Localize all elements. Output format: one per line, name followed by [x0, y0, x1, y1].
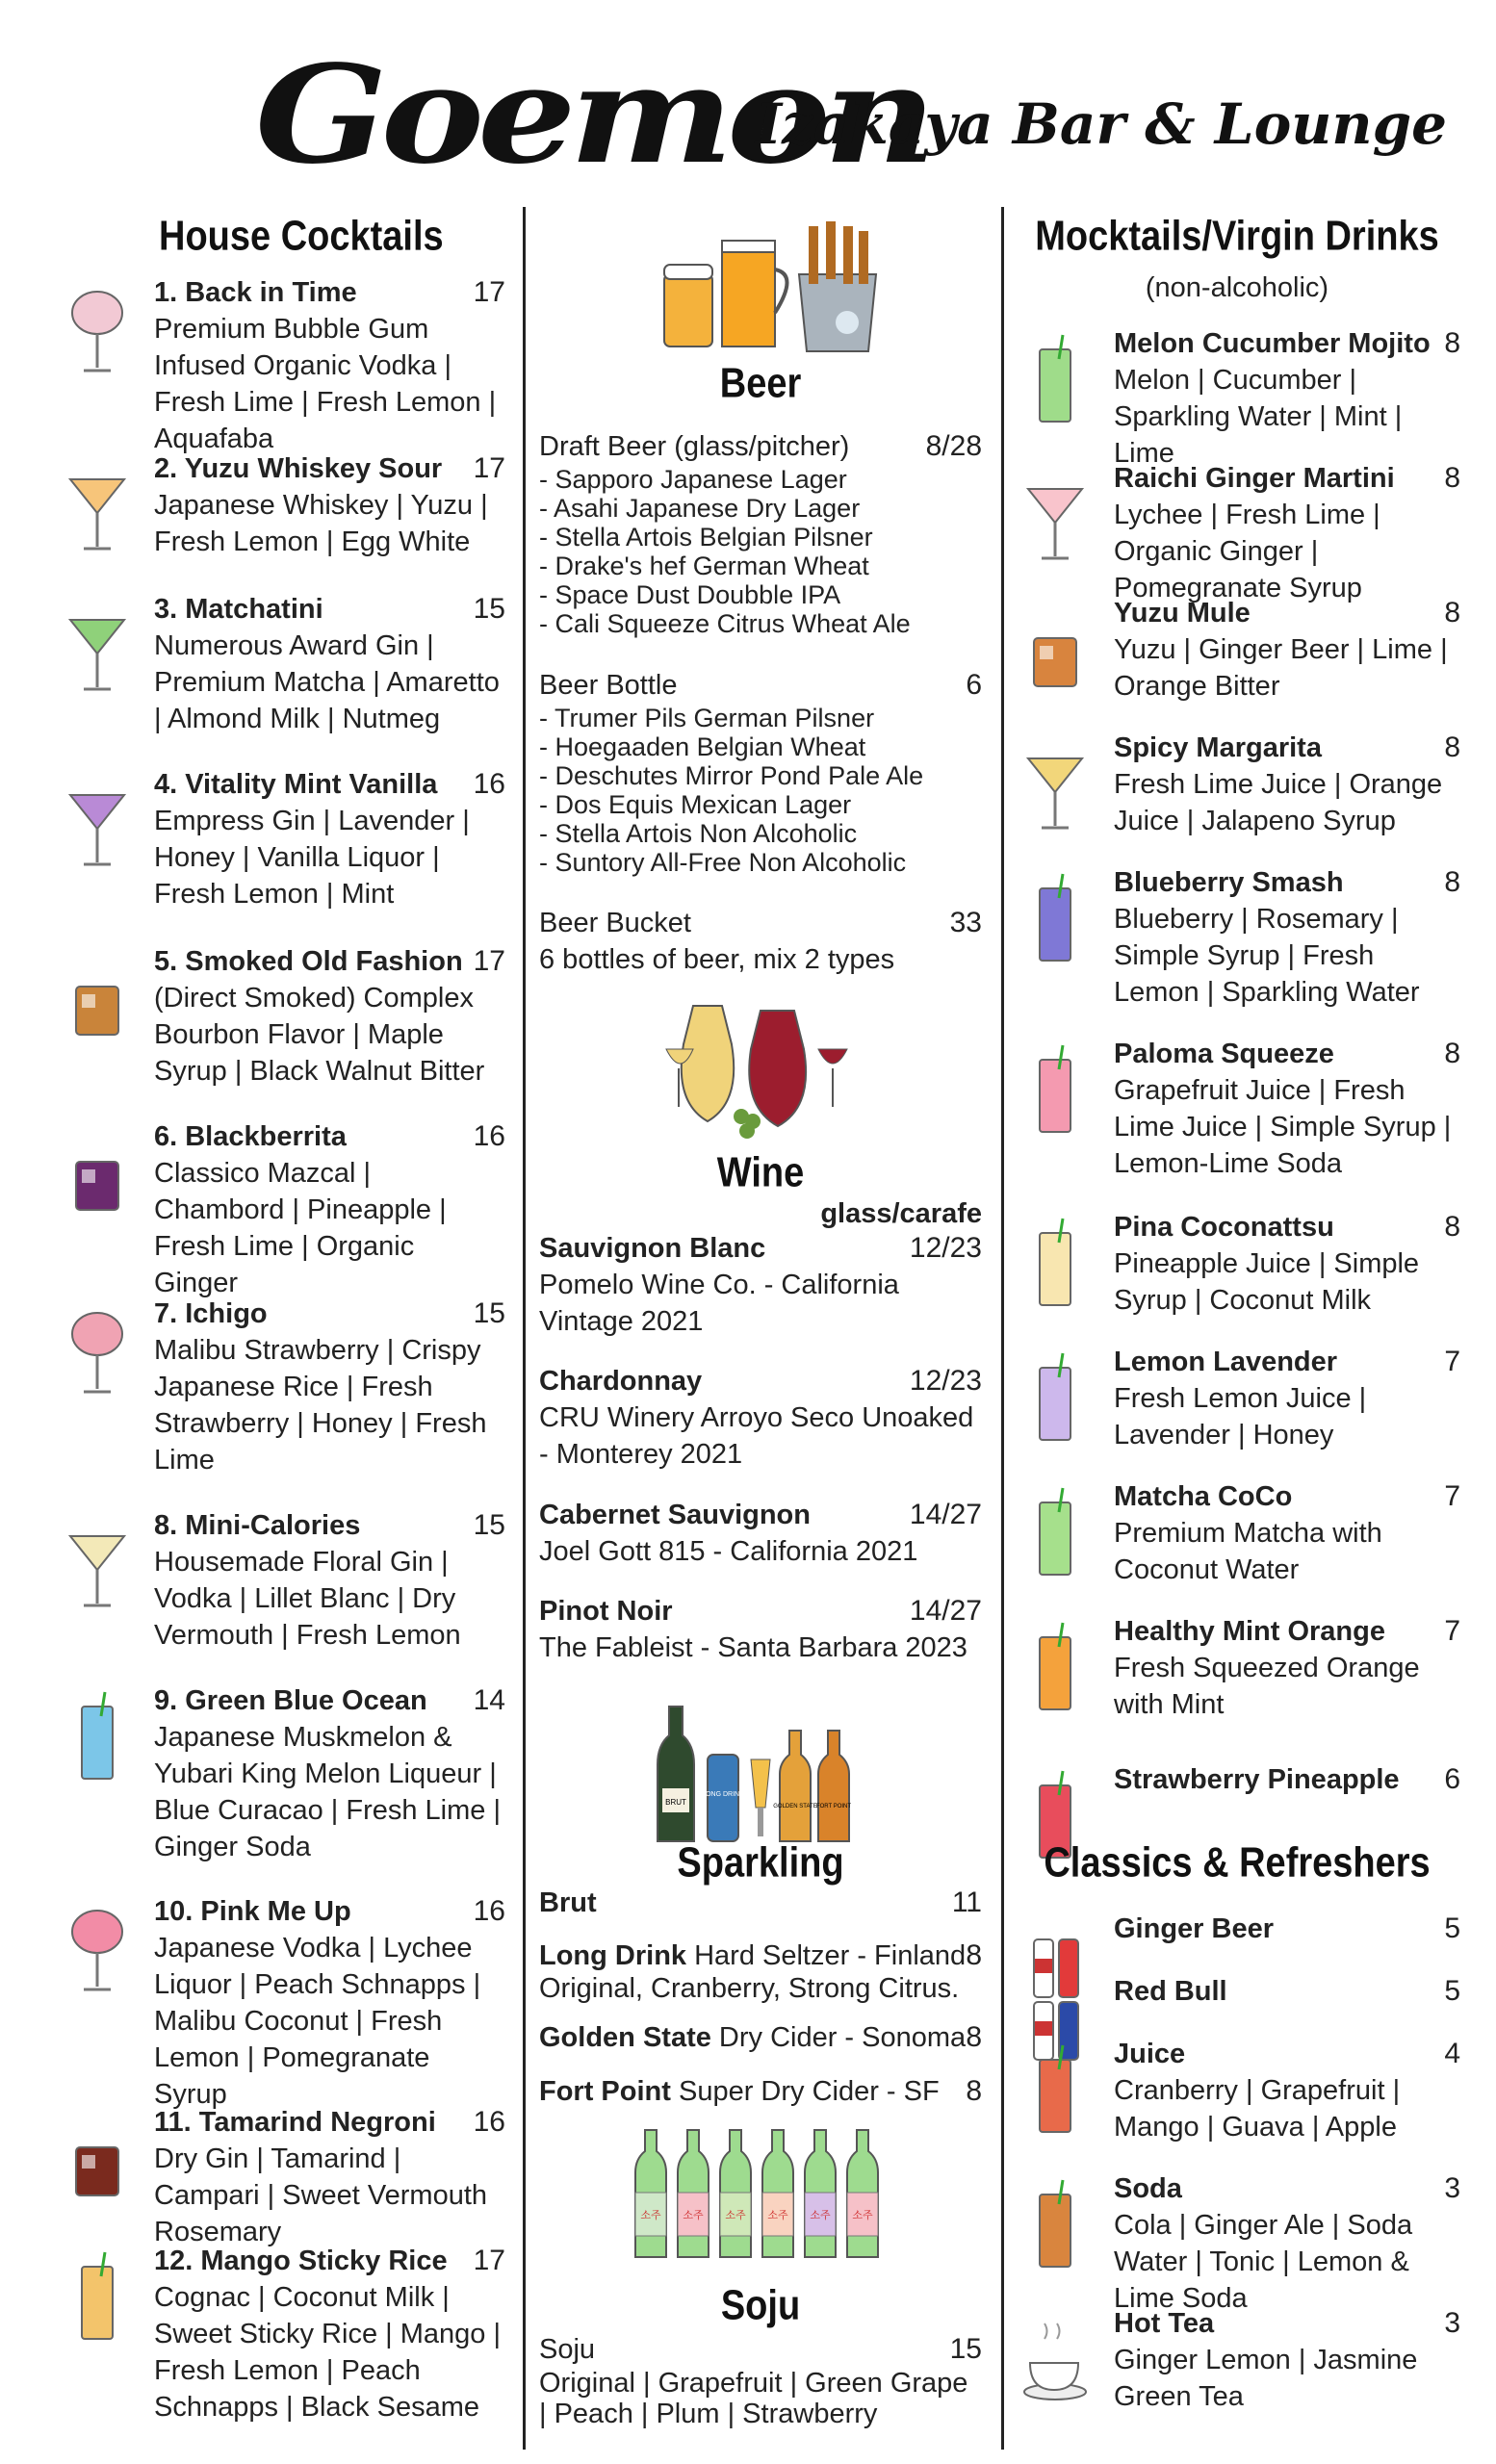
beer-line: - Dos Equis Mexican Lager — [539, 790, 852, 819]
menu-item — [1114, 460, 1460, 606]
item-price: 7 — [1444, 1480, 1460, 1512]
drink-icon — [1020, 2040, 1090, 2146]
item-name: Sauvignon Blanc — [539, 1233, 766, 1264]
drink-icon — [63, 596, 132, 702]
menu-item — [154, 1682, 505, 1865]
menu-item — [154, 591, 505, 737]
beer-line: - Stella Artois Belgian Pilsner — [539, 523, 873, 552]
item-desc: Pineapple Juice | Simple Syrup | Coconut Milk — [1114, 1248, 1420, 1316]
drink-icon — [1020, 869, 1090, 975]
drink-icon — [1020, 330, 1090, 436]
menu-item — [154, 766, 505, 912]
menu-item — [1114, 2170, 1460, 2317]
drink-icon — [63, 771, 132, 877]
sparkling-item — [539, 2073, 982, 2110]
item-name: Yuzu Mule — [1114, 598, 1251, 629]
item-price: 16 — [473, 2106, 505, 2138]
drink-icon — [63, 1123, 132, 1229]
label-fort-point: FORT POINT — [815, 1804, 852, 1810]
column-divider — [1001, 207, 1004, 2450]
item-desc: Cranberry | Grapefruit | Mango | Guava | Apple — [1114, 2075, 1401, 2143]
soju-item — [539, 2331, 982, 2429]
menu-item — [154, 1118, 505, 1301]
item-price: 12/23 — [909, 1365, 982, 1397]
menu-item — [539, 1363, 982, 1473]
tagline: Izakaya Bar & Lounge — [756, 91, 1448, 157]
item-price: 15 — [473, 593, 505, 625]
drink-icon — [1020, 465, 1090, 571]
item-desc: Joel Gott 815 - California 2021 — [539, 1536, 918, 1567]
item-desc: Japanese Vodka | Lychee Liquor | Peach Schnapps | Malibu Coconut | Fresh Lemon | Pomegranate Syrup — [154, 1933, 481, 2110]
drink-icon — [63, 1898, 132, 2004]
item-name: Chardonnay — [539, 1366, 703, 1397]
item-desc: Premium Bubble Gum Infused Organic Vodka | Fresh Lime | Fresh Lemon | Aquafaba — [154, 314, 497, 454]
menu-item — [1114, 1613, 1460, 1723]
item-name: Paloma Squeeze — [1114, 1039, 1334, 1069]
item-name: Pina Coconattsu — [1114, 1212, 1334, 1243]
menu-item — [1114, 2036, 1460, 2145]
item-price: 17 — [473, 452, 505, 484]
item-desc: Fresh Squeezed Orange with Mint — [1114, 1653, 1420, 1720]
item-name: Blueberry Smash — [1114, 867, 1344, 898]
item-name: Strawberry Pineapple — [1114, 1764, 1400, 1795]
item-name: 8. Mini-Calories — [154, 1510, 361, 1541]
svg-text:소주: 소주 — [852, 2209, 873, 2221]
item-price: 7 — [1444, 1615, 1460, 1647]
item-name: Brut — [539, 1887, 597, 1918]
menu-item — [154, 1893, 505, 2113]
item-desc: Fresh Lemon Juice | Lavender | Honey — [1114, 1383, 1367, 1450]
item-price: 16 — [473, 1895, 505, 1927]
label-golden-state: GOLDEN STATE — [773, 1804, 817, 1810]
menu-item — [1114, 864, 1460, 1011]
item-desc: Grapefruit Juice | Fresh Lime Juice | Simple Syrup | Lemon-Lime Soda — [1114, 1075, 1452, 1179]
beer-line: - Sapporo Japanese Lager — [539, 465, 847, 494]
section-title: Wine — [716, 1149, 805, 1197]
section-title: Beer — [719, 360, 802, 408]
draft-beer-item — [539, 428, 982, 638]
beer-line: - Trumer Pils German Pilsner — [539, 704, 875, 732]
item-name: Melon Cucumber Mojito — [1114, 328, 1431, 359]
section-title: House Cocktails — [159, 213, 444, 261]
sparkling-item — [539, 1885, 982, 1921]
item-desc: Fresh Lime Juice | Orange Juice | Jalapeno Syrup — [1114, 769, 1443, 836]
item-name: Beer Bucket — [539, 908, 691, 938]
item-name: Matcha CoCo — [1114, 1481, 1293, 1512]
item-name: Juice — [1114, 2039, 1186, 2069]
menu-item — [1114, 595, 1460, 705]
item-price: 3 — [1444, 2172, 1460, 2204]
menu-item — [1114, 1344, 1460, 1453]
item-price: 6 — [1444, 1763, 1460, 1795]
drink-icon — [63, 1687, 132, 1793]
svg-text:소주: 소주 — [767, 2209, 788, 2221]
beer-line: - Drake's hef German Wheat — [539, 552, 869, 580]
item-price: 8 — [1444, 597, 1460, 629]
item-price: 8 — [1444, 866, 1460, 898]
drink-icon — [63, 455, 132, 561]
menu-item — [154, 450, 505, 560]
item-name: Red Bull — [1114, 1976, 1227, 2007]
drink-icon — [63, 2247, 132, 2353]
item-desc: Malibu Strawberry | Crispy Japanese Rice | Fresh Strawberry | Honey | Fresh Lime — [154, 1335, 487, 1476]
item-price: 5 — [1444, 1912, 1460, 1944]
item-desc: Pomelo Wine Co. - California Vintage 2021 — [539, 1270, 899, 1337]
menu-item — [1114, 2305, 1460, 2415]
item-price: 8 — [1444, 462, 1460, 494]
item-name: 6. Blackberrita — [154, 1121, 347, 1152]
menu-item — [1114, 1973, 1460, 2010]
item-name: Long Drink Hard Seltzer - Finland — [539, 1940, 967, 1971]
item-name: Draft Beer (glass/pitcher) — [539, 431, 850, 462]
drink-icon — [63, 2109, 132, 2215]
menu-header — [0, 0, 1496, 192]
item-name: 7. Ichigo — [154, 1298, 268, 1329]
drink-icon — [63, 1512, 132, 1618]
item-price: 8 — [1444, 732, 1460, 763]
item-price: 8 — [1444, 327, 1460, 359]
item-price: 17 — [473, 2245, 505, 2276]
item-desc: Empress Gin | Lavender | Honey | Vanilla Liquor | Fresh Lemon | Mint — [154, 806, 470, 910]
mocktails-subhead: (non-alcoholic) — [1145, 272, 1329, 303]
item-name: Golden State Dry Cider - Sonoma — [539, 2022, 967, 2053]
item-desc: Blueberry | Rosemary | Simple Syrup | Fresh Lemon | Sparkling Water — [1114, 904, 1420, 1008]
item-desc: Cola | Ginger Ale | Soda Water | Tonic | Lemon & Lime Soda — [1114, 2210, 1413, 2314]
item-price: 11 — [951, 1886, 982, 1918]
item-desc: Lychee | Fresh Lime | Organic Ginger | Pomegranate Syrup — [1114, 500, 1380, 603]
column-divider — [523, 207, 526, 2450]
item-desc: Japanese Muskmelon & Yubari King Melon Liqueur | Blue Curacao | Fresh Lime | Ginger Soda — [154, 1722, 501, 1862]
item-name: Lemon Lavender — [1114, 1347, 1338, 1377]
item-name: 3. Matchatini — [154, 594, 323, 625]
item-desc: (Direct Smoked) Complex Bourbon Flavor | Maple Syrup | Black Walnut Bitter — [154, 983, 485, 1087]
menu-item — [1114, 1911, 1460, 1947]
beer-bottle-item — [539, 667, 982, 877]
item-price: 8 — [966, 1939, 982, 1971]
item-name: Pinot Noir — [539, 1596, 673, 1627]
wine-subhead: glass/carafe — [820, 1198, 982, 1229]
beer-line: - Stella Artois Non Alcoholic — [539, 819, 858, 848]
item-price: 4 — [1444, 2038, 1460, 2069]
item-desc: The Fableist - Santa Barbara 2023 — [539, 1632, 967, 1663]
menu-item — [154, 943, 505, 1090]
item-desc: Cognac | Coconut Milk | Sweet Sticky Rice | Mango | Fresh Lemon | Peach Schnapps | Black Sesame — [154, 2282, 501, 2423]
section-title: Mocktails/Virgin Drinks — [1035, 213, 1439, 261]
item-name: Beer Bottle — [539, 670, 678, 701]
item-name: Healthy Mint Orange — [1114, 1616, 1385, 1647]
item-name: Hot Tea — [1114, 2308, 1215, 2339]
sparkling-illustration — [655, 1702, 866, 1846]
menu-item — [1114, 730, 1460, 839]
item-price: 5 — [1444, 1975, 1460, 2007]
item-price: 15 — [949, 2333, 982, 2365]
item-price: 7 — [1444, 1346, 1460, 1377]
item-name: Ginger Beer — [1114, 1913, 1274, 1944]
sparkling-item — [539, 1938, 982, 2003]
svg-text:소주: 소주 — [810, 2209, 831, 2221]
svg-text:소주: 소주 — [640, 2209, 661, 2221]
label-brut: BRUT — [665, 1798, 686, 1807]
beer-line: - Suntory All-Free Non Alcoholic — [539, 848, 907, 877]
item-price: 16 — [473, 1120, 505, 1152]
menu-item — [1114, 1209, 1460, 1319]
item-price: 14/27 — [909, 1595, 982, 1627]
item-price: 6 — [966, 669, 982, 701]
item-price: 14 — [473, 1684, 505, 1716]
item-name: 11. Tamarind Negroni — [154, 2107, 436, 2138]
item-price: 16 — [473, 768, 505, 800]
logo: Goemon — [255, 37, 930, 194]
section-title: Soju — [720, 2282, 801, 2330]
item-name: 4. Vitality Mint Vanilla — [154, 769, 438, 800]
item-price: 8 — [966, 2021, 982, 2053]
drink-icon — [1020, 2175, 1090, 2281]
beer-line: - Deschutes Mirror Pond Pale Ale — [539, 761, 924, 790]
menu-item — [1114, 1036, 1460, 1182]
item-price: 8 — [1444, 1211, 1460, 1243]
beer-line: - Hoegaaden Belgian Wheat — [539, 732, 866, 761]
item-desc: Numerous Award Gin | Premium Matcha | Amaretto | Almond Milk | Nutmeg — [154, 630, 500, 734]
item-name: 10. Pink Me Up — [154, 1896, 351, 1927]
item-name: Soju — [539, 2334, 596, 2365]
drink-icon — [1020, 2310, 1090, 2416]
drink-icon — [1020, 1040, 1090, 1146]
item-desc: Yuzu | Ginger Beer | Lime | Orange Bitter — [1114, 634, 1448, 702]
drink-icon — [63, 948, 132, 1054]
beer-line: - Cali Squeeze Citrus Wheat Ale — [539, 609, 911, 638]
item-desc: Japanese Whiskey | Yuzu | Fresh Lemon | Egg White — [154, 490, 488, 557]
section-title: Sparkling — [677, 1839, 844, 1887]
item-desc: CRU Winery Arroyo Seco Unoaked - Monterey 2021 — [539, 1402, 974, 1470]
item-name: 1. Back in Time — [154, 277, 357, 308]
menu-item — [1114, 1761, 1460, 1798]
item-name: Raichi Ginger Martini — [1114, 463, 1395, 494]
item-price: 17 — [473, 945, 505, 977]
svg-text:소주: 소주 — [725, 2209, 746, 2221]
item-desc: Melon | Cucumber | Sparkling Water | Mint | Lime — [1114, 365, 1403, 469]
item-desc: Premium Matcha with Coconut Water — [1114, 1518, 1382, 1585]
item-name: 12. Mango Sticky Rice — [154, 2246, 448, 2276]
menu-item — [539, 1593, 982, 1666]
item-price: 12/23 — [909, 1232, 982, 1264]
item-desc: Original, Cranberry, Strong Citrus. — [539, 1973, 960, 2004]
menu-item — [539, 1230, 982, 1340]
item-price: 3 — [1444, 2307, 1460, 2339]
menu-item — [1114, 325, 1460, 472]
drink-icon — [1020, 734, 1090, 840]
item-price: 33 — [949, 907, 982, 938]
item-name: 2. Yuzu Whiskey Sour — [154, 453, 443, 484]
item-desc: 6 bottles of beer, mix 2 types — [539, 944, 895, 975]
soju-illustration — [626, 2125, 886, 2265]
item-name: Soda — [1114, 2173, 1182, 2204]
menu-item — [539, 1497, 982, 1570]
item-name: Fort Point Super Dry Cider - SF — [539, 2076, 940, 2107]
beer-bucket-item — [539, 905, 982, 978]
menu-item — [154, 2104, 505, 2250]
beer-line: - Space Dust Doubble IPA — [539, 580, 841, 609]
drink-icon — [1020, 600, 1090, 706]
drink-icon — [1020, 1483, 1090, 1589]
section-title: Classics & Refreshers — [1044, 1839, 1431, 1887]
wine-illustration — [664, 996, 857, 1141]
item-price: 17 — [473, 276, 505, 308]
item-desc: Original | Grapefruit | Green Grape | Peach | Plum | Strawberry — [539, 2368, 968, 2429]
drink-icon — [1020, 1618, 1090, 1724]
drink-icon — [1020, 1214, 1090, 1320]
drink-icon — [1020, 1348, 1090, 1454]
menu-item — [154, 274, 505, 457]
item-price: 15 — [473, 1297, 505, 1329]
item-desc: Ginger Lemon | Jasmine Green Tea — [1114, 2345, 1418, 2412]
drink-icon — [63, 1300, 132, 1406]
item-desc: Classico Mazcal | Chambord | Pineapple | Fresh Lime | Organic Ginger — [154, 1158, 447, 1298]
item-desc: Housemade Floral Gin | Vodka | Lillet Blanc | Dry Vermouth | Fresh Lemon — [154, 1547, 461, 1651]
item-price: 15 — [473, 1509, 505, 1541]
menu-item — [154, 1296, 505, 1478]
label-long-drink: LONG DRINK — [702, 1791, 744, 1798]
drink-icon — [63, 279, 132, 385]
item-price: 8 — [1444, 1038, 1460, 1069]
item-price: 14/27 — [909, 1499, 982, 1530]
menu-item — [1114, 1478, 1460, 1588]
beer-illustration — [655, 217, 886, 361]
item-name: 5. Smoked Old Fashion — [154, 946, 463, 977]
item-name: Cabernet Sauvignon — [539, 1500, 811, 1530]
item-price: 8 — [966, 2075, 982, 2107]
item-desc: Dry Gin | Tamarind | Campari | Sweet Vermouth Rosemary — [154, 2143, 488, 2247]
item-name: Spicy Margarita — [1114, 732, 1322, 763]
sparkling-item — [539, 2019, 982, 2056]
menu-item — [154, 1507, 505, 1654]
menu-item — [154, 2243, 505, 2426]
item-name: 9. Green Blue Ocean — [154, 1685, 427, 1716]
item-price: 8/28 — [925, 430, 982, 462]
beer-line: - Asahi Japanese Dry Lager — [539, 494, 861, 523]
svg-text:소주: 소주 — [683, 2209, 704, 2221]
